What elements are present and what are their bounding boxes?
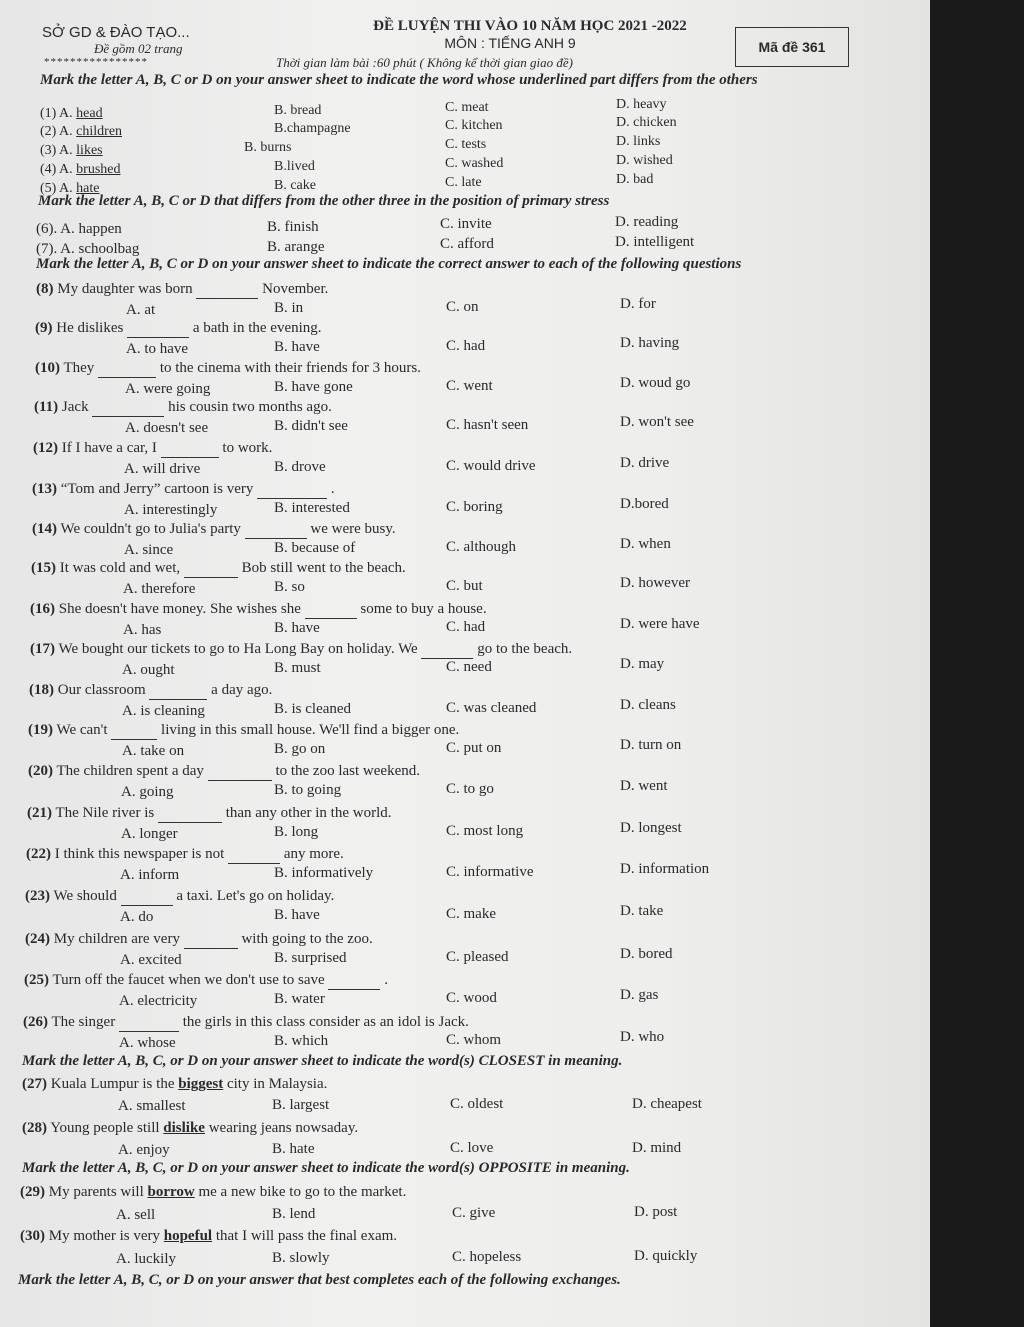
- option-a: A. excited: [120, 952, 182, 968]
- section-instruction: Mark the letter A, B, C, or D on your answer sheet to indicate the word(s) CLOSEST in meaning.: [22, 1053, 623, 1069]
- option-c: C. most long: [446, 823, 524, 839]
- question-stem-start: The children spent a day: [56, 763, 204, 779]
- option-c: C. boring: [446, 499, 503, 515]
- mcq-question: [32, 521, 396, 539]
- question-stem-end: .: [330, 481, 335, 497]
- option-c: C. on: [446, 299, 479, 315]
- answer-blank: [421, 641, 473, 659]
- question-stem-end: than any other in the world.: [225, 805, 392, 821]
- mcq-question: [33, 440, 272, 458]
- underlined-word: biggest: [178, 1076, 224, 1092]
- option-a: brushed: [76, 162, 121, 177]
- option-c: C. but: [446, 578, 483, 594]
- mcq-question: [24, 972, 388, 990]
- option-b: B. water: [274, 991, 325, 1007]
- option-d: D. bad: [616, 172, 654, 187]
- question-number: (11): [34, 399, 59, 415]
- mcq-question: [23, 1014, 469, 1032]
- underlined-word: hopeful: [163, 1228, 213, 1244]
- question-stem-start: The singer: [51, 1014, 116, 1030]
- question-stem-end: to the cinema with their friends for 3 hours.: [159, 360, 421, 376]
- option-a: A. do: [120, 909, 154, 925]
- question-stem-end: living in this small house. We'll find a bigger one.: [161, 722, 460, 738]
- question-number: (23): [25, 888, 50, 904]
- answer-blank: [121, 888, 173, 906]
- option-a: A. to have: [126, 341, 189, 357]
- answer-blank: [161, 440, 219, 458]
- option-d: D. bored: [620, 946, 673, 962]
- question-stem-end: a day ago.: [211, 682, 273, 698]
- option-c: C. to go: [446, 781, 494, 797]
- question-stem-end: Bob still went to the beach.: [241, 560, 406, 576]
- question-stem-start: It was cold and wet,: [59, 560, 181, 576]
- option-b: B. interested: [274, 500, 350, 516]
- option-b: B. in: [274, 300, 304, 316]
- question-number: (18): [29, 682, 54, 698]
- stress-option-c: C. afford: [440, 236, 494, 252]
- question-number: (28): [22, 1120, 47, 1136]
- option-c: C. kitchen: [445, 118, 503, 133]
- question-number: (19): [28, 722, 53, 738]
- answer-blank: [245, 521, 307, 539]
- question-stem-start: Kuala Lumpur is the: [50, 1076, 175, 1092]
- option-c: C. informative: [446, 864, 534, 880]
- department-label: SỞ GD & ĐÀO TẠO...: [42, 24, 190, 41]
- option-a: A. inform: [120, 867, 180, 883]
- option-c: C. need: [446, 659, 492, 675]
- pron-question-row: [40, 106, 103, 122]
- question-stem-start: They: [63, 360, 95, 376]
- question-stem-start: I think this newspaper is not: [54, 846, 225, 862]
- answer-blank: [149, 682, 207, 700]
- option-c: C. tests: [445, 137, 487, 152]
- question-number: (21): [27, 805, 52, 821]
- option-a: A. ought: [122, 662, 175, 678]
- question-stem-start: He dislikes: [56, 320, 124, 336]
- option-a: A. will drive: [124, 461, 201, 477]
- option-a: A. smallest: [118, 1098, 186, 1114]
- option-b: B. so: [274, 579, 305, 595]
- option-c: C. late: [445, 175, 482, 190]
- option-a: A. electricity: [119, 993, 198, 1009]
- question-stem-start: We should: [53, 888, 117, 904]
- option-d: D.bored: [620, 496, 669, 512]
- question-number: (22): [26, 846, 51, 862]
- question-stem-end: we were busy.: [310, 521, 396, 537]
- mcq-question: [28, 722, 459, 740]
- option-a: hate: [76, 181, 100, 196]
- question-stem-start: We bought our tickets to go to Ha Long Bay on holiday. We: [58, 641, 418, 657]
- option-c: C. hasn't seen: [446, 417, 529, 433]
- option-d: D. cleans: [620, 697, 676, 713]
- question-stem-start: My parents will: [48, 1184, 144, 1200]
- option-b: B. go on: [274, 741, 326, 757]
- pron-question-row: [40, 143, 103, 159]
- option-d: D. won't see: [620, 414, 694, 430]
- question-number: (25): [24, 972, 49, 988]
- section-instruction: Mark the letter A, B, C or D that differs from the other three in the position of primary stress: [38, 193, 610, 209]
- subject-label: MÔN : TIẾNG ANH 9: [444, 35, 576, 51]
- question-stem-end: that I will pass the final exam.: [215, 1228, 398, 1244]
- option-b: B. long: [274, 824, 319, 840]
- stress-option-b: B. arange: [267, 239, 325, 255]
- option-d: D. chicken: [616, 115, 677, 130]
- answer-blank: [184, 560, 238, 578]
- option-b: B. is cleaned: [274, 701, 352, 717]
- option-b: B. have gone: [274, 379, 353, 395]
- star-divider: ****************: [44, 56, 148, 68]
- option-d: D. cheapest: [632, 1096, 702, 1112]
- option-d: D. drive: [620, 455, 670, 471]
- question-stem-end: November.: [262, 281, 329, 297]
- option-b: B. have: [274, 339, 320, 355]
- option-b: B. which: [274, 1033, 329, 1049]
- answer-blank: [92, 399, 164, 417]
- question-number: (8): [36, 281, 54, 297]
- mcq-question: [27, 805, 392, 823]
- mcq-question: [25, 888, 334, 906]
- stress-option-a: (6). A. happen: [36, 221, 122, 237]
- option-a: A. longer: [121, 826, 178, 842]
- mcq-question: [22, 1076, 327, 1093]
- question-number: (16): [30, 601, 55, 617]
- answer-blank: [127, 320, 189, 338]
- question-stem-start: If I have a car, I: [61, 440, 157, 456]
- question-stem-start: We couldn't go to Julia's party: [60, 521, 241, 537]
- question-stem-end: wearing jeans nowsaday.: [208, 1120, 359, 1136]
- question-number: (24): [25, 931, 50, 947]
- option-a: A. luckily: [116, 1251, 176, 1267]
- option-c: C. pleased: [446, 949, 509, 965]
- option-c: C. had: [446, 338, 486, 354]
- option-b: B. because of: [274, 540, 356, 556]
- option-d: D. longest: [620, 820, 682, 836]
- mcq-question: [36, 281, 328, 299]
- option-b: B. must: [274, 660, 321, 676]
- stress-option-c: C. invite: [440, 216, 492, 232]
- option-d: D. quickly: [634, 1248, 698, 1264]
- option-d: D. turn on: [620, 737, 682, 753]
- option-d: D. mind: [632, 1140, 682, 1156]
- option-b: B. have: [274, 907, 320, 923]
- question-number: (30): [20, 1228, 45, 1244]
- option-c: C. give: [452, 1205, 496, 1221]
- question-stem-start: Turn off the faucet when we don't use to save: [52, 972, 325, 988]
- option-d: D. having: [620, 335, 680, 351]
- option-d: D. post: [634, 1204, 678, 1220]
- question-number: (2) A.: [40, 124, 73, 139]
- option-b: B. surprised: [274, 950, 347, 966]
- option-a: A. whose: [119, 1035, 176, 1051]
- question-stem-end: with going to the zoo.: [241, 931, 373, 947]
- question-stem-end: some to buy a house.: [360, 601, 487, 617]
- option-a: A. were going: [125, 381, 211, 397]
- question-stem-end: a bath in the evening.: [192, 320, 322, 336]
- question-number: (15): [31, 560, 56, 576]
- mcq-question: [34, 399, 332, 417]
- question-stem-start: She doesn't have money. She wishes she: [58, 601, 301, 617]
- option-c: C. love: [450, 1140, 494, 1156]
- option-b: B. drove: [274, 459, 326, 475]
- question-number: (13): [32, 481, 57, 497]
- question-number: (14): [32, 521, 57, 537]
- option-c: C. wood: [446, 990, 497, 1006]
- section-instruction: Mark the letter A, B, C, or D on your answer sheet to indicate the word(s) OPPOSITE in meaning.: [22, 1160, 630, 1176]
- mcq-question: [22, 1120, 358, 1137]
- question-number: (29): [20, 1184, 45, 1200]
- mcq-question: [20, 1228, 397, 1245]
- option-b: B. slowly: [272, 1250, 330, 1266]
- option-d: D. went: [620, 778, 668, 794]
- question-stem-end: the girls in this class consider as an idol is Jack.: [182, 1014, 469, 1030]
- option-a: A. at: [126, 302, 156, 318]
- question-stem-end: any more.: [283, 846, 344, 862]
- question-number: (17): [30, 641, 55, 657]
- option-b: B. burns: [244, 140, 292, 155]
- mcq-question: [31, 560, 406, 578]
- option-c: C. put on: [446, 740, 502, 756]
- option-d: D. who: [620, 1029, 665, 1045]
- mcq-question: [20, 1184, 406, 1201]
- option-b: B. bread: [274, 103, 322, 118]
- mcq-question: [29, 682, 272, 700]
- option-b: B. largest: [272, 1097, 330, 1113]
- question-number: (10): [35, 360, 60, 376]
- option-d: D. when: [620, 536, 671, 552]
- option-c: C. was cleaned: [446, 700, 537, 716]
- question-stem-start: Our classroom: [57, 682, 146, 698]
- mcq-question: [30, 641, 572, 659]
- question-stem-start: My mother is very: [48, 1228, 160, 1244]
- option-a: A. is cleaning: [122, 703, 205, 719]
- option-c: C. washed: [445, 156, 504, 171]
- option-d: D. however: [620, 575, 690, 591]
- option-a: A. doesn't see: [125, 420, 209, 436]
- question-stem-end: to the zoo last weekend.: [275, 763, 420, 779]
- option-a: children: [76, 124, 123, 139]
- option-d: D. take: [620, 903, 664, 919]
- option-a: likes: [76, 143, 103, 158]
- question-number: (20): [28, 763, 53, 779]
- answer-blank: [328, 972, 380, 990]
- header-left: [42, 24, 242, 67]
- question-stem-end: go to the beach.: [477, 641, 573, 657]
- answer-blank: [208, 763, 272, 781]
- photo-background-edge: [930, 0, 1024, 1327]
- question-stem-start: My children are very: [53, 931, 180, 947]
- question-stem-start: Young people still: [50, 1120, 160, 1136]
- answer-blank: [305, 601, 357, 619]
- mcq-question: [28, 763, 420, 781]
- question-stem-start: Jack: [61, 399, 89, 415]
- option-b: B. lend: [272, 1206, 316, 1222]
- question-number: (1) A.: [40, 106, 73, 121]
- option-a: head: [76, 106, 103, 121]
- question-stem-end: his cousin two months ago.: [168, 399, 332, 415]
- answer-blank: [196, 281, 258, 299]
- option-c: C. had: [446, 619, 486, 635]
- option-d: D. information: [620, 861, 710, 877]
- question-number: (27): [22, 1076, 47, 1092]
- answer-blank: [98, 360, 156, 378]
- question-number: (3) A.: [40, 143, 73, 158]
- mcq-question: [26, 846, 344, 864]
- option-a: A. therefore: [123, 581, 196, 597]
- option-c: C. oldest: [450, 1096, 504, 1112]
- question-stem-end: to work.: [222, 440, 273, 456]
- underlined-word: dislike: [163, 1120, 205, 1136]
- question-stem-start: My daughter was born: [57, 281, 193, 297]
- answer-blank: [228, 846, 280, 864]
- answer-blank: [184, 931, 238, 949]
- option-c: C. although: [446, 539, 516, 555]
- mcq-question: [25, 931, 373, 949]
- option-d: D. heavy: [616, 97, 667, 112]
- section-instruction: Mark the letter A, B, C or D on your answer sheet to indicate the correct answer to each of the following questions: [36, 256, 742, 272]
- option-b: B. have: [274, 620, 320, 636]
- option-b: B.lived: [274, 159, 315, 174]
- option-b: B. informatively: [274, 865, 374, 881]
- stress-option-d: D. intelligent: [615, 234, 695, 250]
- exam-code-box: Mã đề 361: [735, 27, 849, 67]
- question-number: (4) A.: [40, 162, 73, 177]
- question-number: (12): [33, 440, 58, 456]
- answer-blank: [158, 805, 222, 823]
- question-stem-end: me a new bike to go to the market.: [198, 1184, 407, 1200]
- option-d: D. for: [620, 296, 656, 312]
- question-stem-end: a taxi. Let's go on holiday.: [176, 888, 335, 904]
- header-center: [276, 18, 740, 71]
- section-instruction: Mark the letter A, B, C or D on your answer sheet to indicate the word whose underlined part differs from the others: [40, 72, 758, 88]
- option-b: B. cake: [274, 178, 316, 193]
- mcq-question: [30, 601, 487, 619]
- question-stem-end: city in Malaysia.: [226, 1076, 328, 1092]
- option-a: A. sell: [116, 1207, 156, 1223]
- option-a: A. going: [121, 784, 174, 800]
- option-d: D. wished: [616, 153, 673, 168]
- option-d: D. gas: [620, 987, 659, 1003]
- option-d: D. woud go: [620, 375, 691, 391]
- question-number: (5) A.: [40, 181, 73, 196]
- option-a: A. take on: [122, 743, 185, 759]
- option-b: B. didn't see: [274, 418, 348, 434]
- option-c: C. whom: [446, 1032, 502, 1048]
- stress-option-b: B. finish: [267, 219, 319, 235]
- option-b: B. hate: [272, 1141, 315, 1157]
- underlined-word: borrow: [147, 1184, 195, 1200]
- option-c: C. make: [446, 906, 496, 922]
- question-stem-start: “Tom and Jerry” cartoon is very: [60, 481, 254, 497]
- option-a: A. enjoy: [118, 1142, 170, 1158]
- time-label: Thời gian làm bài :60 phút ( Không kể thời gian giao đề): [276, 55, 573, 70]
- mcq-question: [35, 320, 322, 338]
- option-d: D. links: [616, 134, 661, 149]
- question-stem-start: The Nile river is: [55, 805, 155, 821]
- option-b: B. to going: [274, 782, 342, 798]
- option-c: C. hopeless: [452, 1249, 522, 1265]
- option-c: C. went: [446, 378, 493, 394]
- option-c: C. would drive: [446, 458, 536, 474]
- option-d: D. were have: [620, 616, 700, 632]
- question-stem-end: .: [384, 972, 388, 988]
- option-a: A. has: [123, 622, 162, 638]
- mcq-question: [35, 360, 421, 378]
- exam-title: ĐỀ LUYỆN THI VÀO 10 NĂM HỌC 2021 -2022: [373, 18, 687, 34]
- answer-blank: [257, 481, 327, 499]
- option-b: B.champagne: [274, 121, 351, 136]
- option-c: C. meat: [445, 100, 489, 115]
- answer-blank: [111, 722, 157, 740]
- stress-option-d: D. reading: [615, 214, 679, 230]
- option-d: D. may: [620, 656, 665, 672]
- question-number: (9): [35, 320, 53, 336]
- answer-blank: [119, 1014, 179, 1032]
- question-number: (26): [23, 1014, 48, 1030]
- page-count-label: Đề gồm 02 trang: [94, 41, 183, 56]
- stress-option-a: (7). A. schoolbag: [36, 241, 140, 257]
- section-instruction: Mark the letter A, B, C, or D on your answer that best completes each of the following exchanges.: [18, 1272, 621, 1288]
- option-a: A. interestingly: [124, 502, 218, 518]
- question-stem-start: We can't: [56, 722, 108, 738]
- pron-question-row: [40, 124, 122, 140]
- option-a: A. since: [124, 542, 174, 558]
- pron-question-row: [40, 162, 121, 178]
- mcq-question: [32, 481, 335, 499]
